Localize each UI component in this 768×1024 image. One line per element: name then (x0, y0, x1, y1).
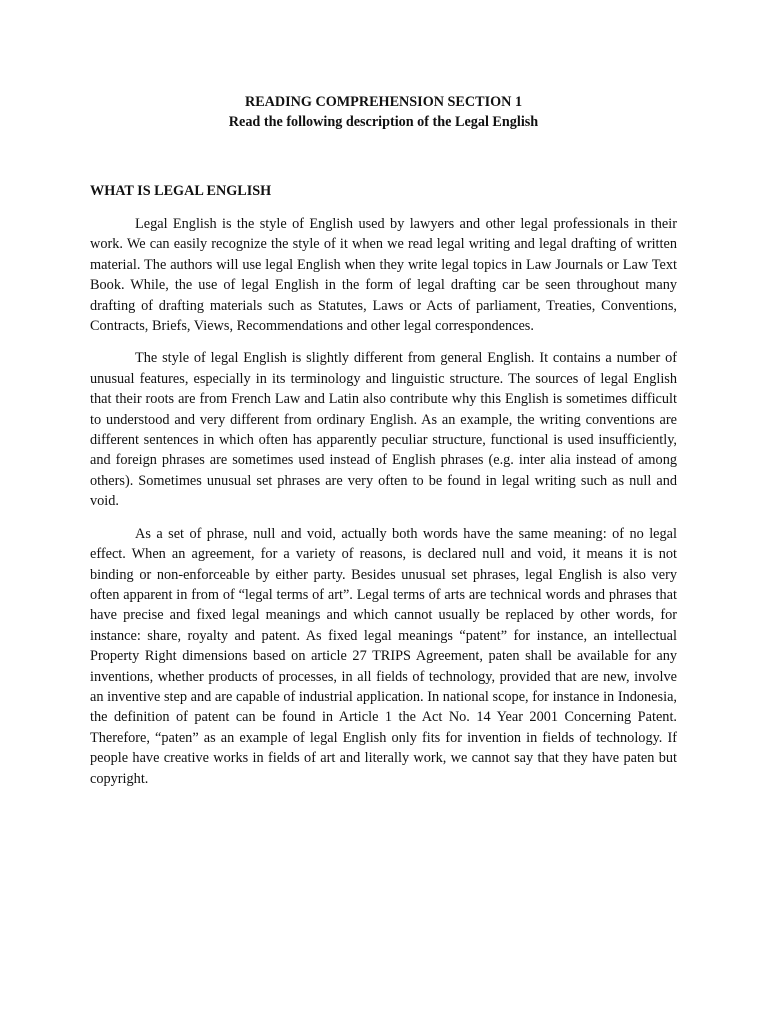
document-page (90, 92, 677, 789)
paragraph-2: The style of legal English is slightly different from general English. It contains a number of unusual features, especially in its terminology and linguistic structure. The sources of legal English that their roots are from French Law and Latin also contribute why this English is sometimes difficult to understood and very different from ordinary English. As an example, the writing conventions are different sentences in which often has apparently peculiar structure, functional is used insufficiently, and foreign phrases are sometimes used instead of English phrases (e.g. inter alia instead of among others). Sometimes unusual set phrases are very often to be found in legal writing such as null and void. (90, 350, 677, 510)
document-title: READING COMPREHENSION SECTION 1 (244, 94, 523, 110)
paragraph-1: Legal English is the style of English used by lawyers and other legal professionals in their work. We can easily recognize the style of it when we read legal writing and legal drafting of written material. The authors will use legal English when they write legal topics in Law Journals or Law Text Book. While, the use of legal English in the form of legal drafting car be seen throughout many drafting of drafting materials such as Statutes, Laws or Acts of parliament, Treaties, Conventions, Contracts, Briefs, Views, Recommendations and other legal correspondences. (90, 216, 677, 335)
paragraph-3: As a set of phrase, null and void, actually both words have the same meaning: of no legal effect. When an agreement, for a variety of reasons, is declared null and void, it means it is not binding or non-enforceable by either party. Besides unusual set phrases, legal English is also very often apparent in from of “legal terms of art”. Legal terms of arts are technical words and phrases that have precise and fixed legal meanings and which cannot usually be replaced by other words, for instance: share, royalty and patent. As fixed legal meanings “patent” for instance, an intellectual Property Right dimensions based on article 27 TRIPS Agreement, paten shall be available for any inventions, whether products of processes, in all fields of technology, provided that are new, involve an inventive step and are capable of industrial application. In national scope, for instance in Indonesia, the definition of patent can be found in Article 1 the Act No. 14 Year 2001 Concerning Patent. Therefore, “paten” as an example of legal English only fits for invention in fields of technology. If people have creative works in fields of art and literally work, we cannot say that they have paten but copyright. (90, 525, 677, 787)
document-header (90, 92, 677, 132)
section-title: WHAT IS LEGAL ENGLISH (90, 183, 272, 199)
document-subtitle: Read the following description of the Legal English (228, 114, 539, 130)
